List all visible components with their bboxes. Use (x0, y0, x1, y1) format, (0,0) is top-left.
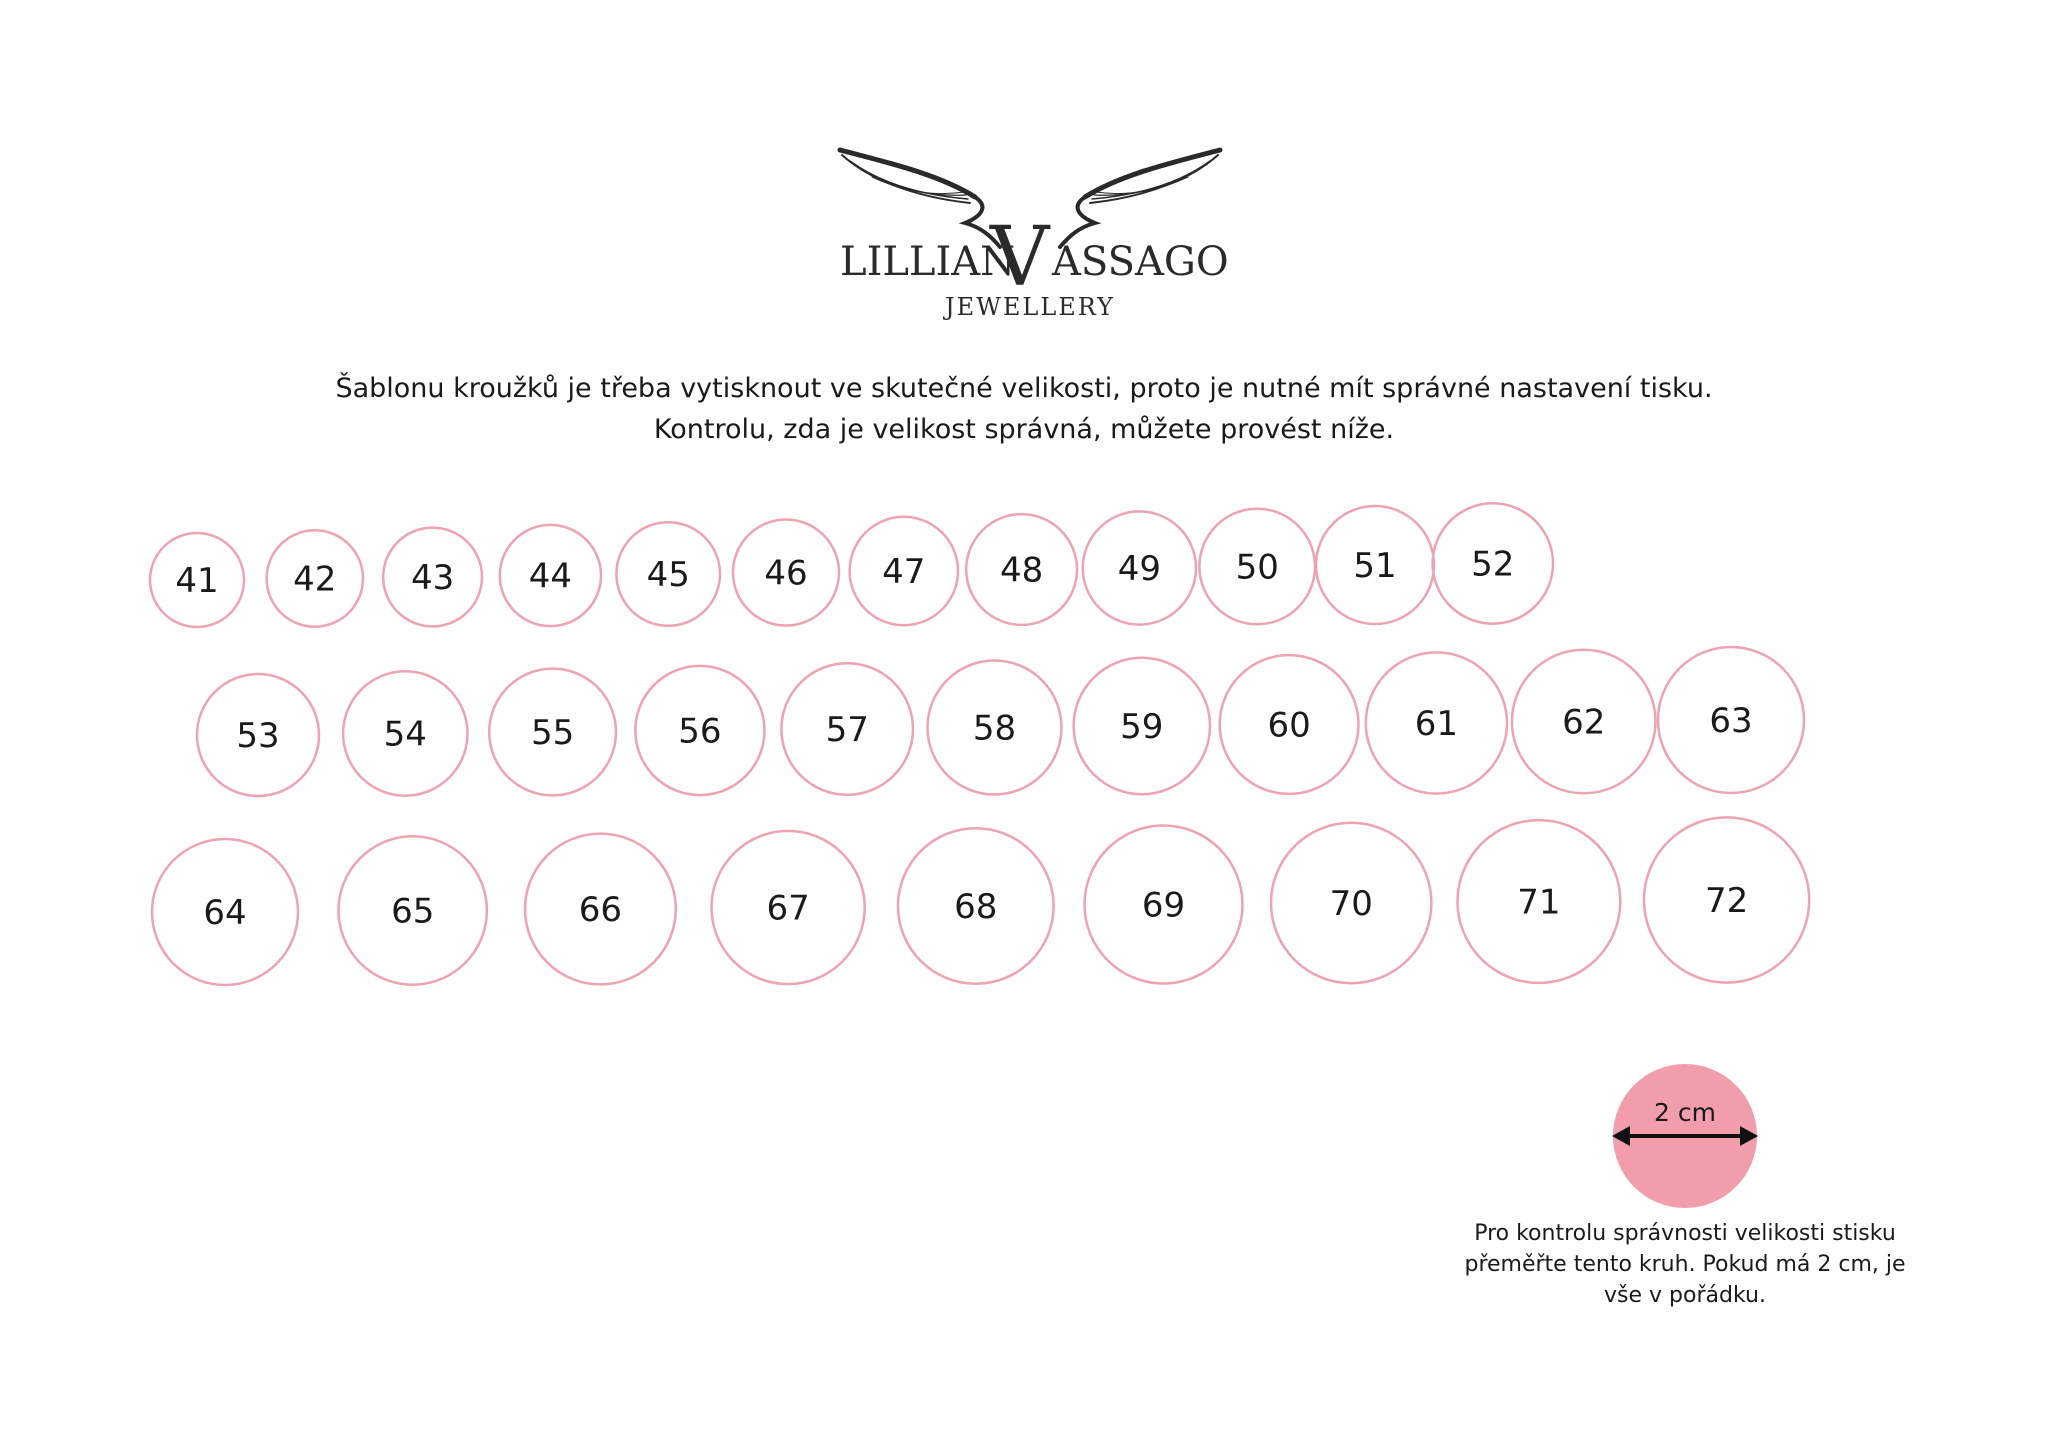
ring-size-61 (1366, 652, 1507, 793)
ring-size-label: 64 (203, 893, 247, 933)
ring-size-label: 69 (1141, 885, 1186, 926)
ring-size-67 (712, 831, 865, 984)
ring-size-46 (733, 520, 839, 626)
ring-size-label: 66 (578, 890, 623, 930)
ring-size-label: 43 (410, 558, 455, 598)
ring-size-62 (1512, 650, 1656, 794)
brand-subtitle: JEWELLERY (945, 293, 1115, 321)
ring-size-label: 49 (1117, 549, 1162, 589)
ring-size-52 (1433, 503, 1553, 623)
ring-size-label: 70 (1329, 884, 1373, 924)
test-circle-note (1440, 1218, 1930, 1311)
ring-size-70 (1271, 823, 1431, 983)
ring-size-label: 58 (972, 708, 1017, 749)
ring-size-65 (339, 836, 487, 984)
ring-size-label: 47 (882, 552, 926, 592)
ring-size-label: 57 (825, 710, 869, 750)
ring-size-label: 50 (1235, 547, 1279, 588)
ring-size-label: 46 (764, 553, 808, 594)
test-note-line-1: Pro kontrolu správnosti velikosti stisku (1474, 1221, 1896, 1246)
ring-size-label: 51 (1353, 546, 1397, 586)
ring-size-63 (1658, 647, 1804, 793)
ring-size-label: 44 (528, 556, 573, 597)
intro-line-2: Kontrolu, zda je velikost správná, můžete provést níže. (653, 414, 1395, 445)
ring-size-48 (966, 514, 1077, 625)
ring-size-56 (635, 666, 764, 795)
test-circle (1612, 1064, 1758, 1208)
intro-line-1: Šablonu kroužků je třeba vytisknout ve skutečné velikosti, proto je nutné mít správné nastavení tisku. (335, 373, 1713, 404)
test-circle-label: 2 cm (1654, 1098, 1716, 1127)
ring-size-label: 61 (1414, 704, 1459, 744)
ring-size-label: 62 (1562, 702, 1606, 743)
ring-size-label: 59 (1120, 707, 1164, 747)
ring-size-49 (1083, 511, 1196, 624)
ring-size-53 (197, 674, 319, 796)
ring-size-47 (850, 517, 958, 625)
ring-size-label: 60 (1267, 705, 1311, 746)
ring-size-50 (1199, 509, 1315, 625)
ring-size-57 (781, 663, 913, 795)
ring-size-71 (1458, 820, 1621, 983)
ring-size-label: 41 (175, 561, 219, 601)
ring-size-label: 53 (236, 716, 280, 756)
ring-size-label: 71 (1517, 882, 1561, 923)
ring-size-label: 68 (954, 887, 998, 927)
ring-size-45 (616, 522, 720, 626)
ring-size-58 (928, 661, 1062, 795)
ring-size-label: 63 (1709, 701, 1753, 741)
ring-size-66 (525, 834, 676, 985)
ring-size-label: 45 (646, 555, 690, 595)
ring-size-41 (150, 533, 244, 627)
ring-size-64 (152, 839, 298, 985)
ring-size-72 (1644, 817, 1809, 982)
ring-size-69 (1085, 826, 1243, 984)
ring-size-60 (1220, 655, 1359, 794)
ring-size-label: 65 (391, 891, 435, 932)
ring-size-label: 56 (678, 711, 722, 752)
ring-size-label: 52 (1471, 544, 1515, 585)
brand-name-initial: V (990, 210, 1050, 305)
brand-name-right: ASSAGO (1052, 239, 1229, 285)
ring-size-44 (500, 525, 601, 626)
ring-size-label: 72 (1704, 881, 1749, 921)
ring-size-59 (1074, 658, 1210, 794)
test-note-line-2: přeměřte tento kruh. Pokud má 2 cm, je (1464, 1252, 1906, 1277)
ring-size-51 (1316, 506, 1434, 624)
ring-size-label: 67 (766, 888, 810, 929)
ring-size-label: 55 (530, 713, 575, 753)
test-note-line-3: vše v pořádku. (1604, 1283, 1766, 1308)
ring-size-label: 48 (999, 550, 1044, 591)
ring-size-55 (489, 669, 616, 796)
ring-size-43 (383, 528, 482, 627)
ring-size-label: 54 (383, 714, 427, 755)
ring-size-label: 42 (293, 559, 337, 600)
brand-name-left: LILLIAN (840, 239, 1016, 285)
ring-size-42 (267, 530, 363, 626)
ring-size-54 (343, 671, 467, 795)
ring-size-68 (898, 828, 1054, 984)
